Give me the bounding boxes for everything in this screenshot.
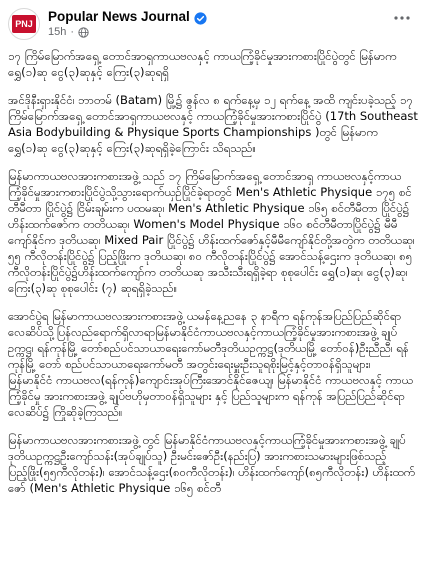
post-meta xyxy=(48,8,207,38)
post-headline: ၁၇ ကြိမ်မြောက်အရှေ့ တောင်အာရှကာယဗလနှင့် ကာယကြံ့ခိုင်မှုအားကစားပြိုင်ပွဲတွင် မြန်မာက ရွှေ(၁)ဆု ငွေ(၃)ဆုနှင့် ကြေး(၃)ဆုရရှိ xyxy=(8,49,397,79)
post-body xyxy=(8,48,418,496)
page-avatar[interactable] xyxy=(8,8,40,40)
time-row xyxy=(48,26,207,38)
post-timestamp-link[interactable]: 15h xyxy=(48,26,67,38)
post-paragraph: မြန်မာကာယဗလအားကစားအဖွဲ့ တွင် မြန်မာနိုင်ငံကာယဗလနှင့်ကာယကြံ့ခိုင်မှုအားကစားအဖွဲ့ ချုပ်ဒုတိယဥက္ကဋ္ဌဦးကျော်သန်း(အုပ်ချုပ်သူ) ဦးမင်းဇော်ဦး(နည်းပြ) အားကစားသမားများဖြစ်သည့် ပြည့်ဖြိုး(၅၅ကီလိုတန်း)၊ အောင်သန့်ဌေး(၈၀ကီလိုတန်း)၊ ဟိန်းထက်ကျော်(၈၅ကီလိုတန်း) ဟိန်းထက်ဇော် (Men's Athletic Physique ၁၆၅ စင်တီ xyxy=(8,433,415,495)
post-paragraph: မြန်မာကာယဗလအားကစားအဖွဲ့ သည် ၁၇ ကြိမ်မြောက်အရှေ့ တောင်အာရှ ကာယဗလနှင့်ကာယကြံ့ခိုင်မှုအားကစားပြိုင်ပွဲသို့သွားရောက်ယှဉ်ပြိုင်ခဲ့ရာတွင် Men's Athletic Physique ၁၇၅ စင်တီမီတာ ပြိုင်ပွဲ၌ ငြိမ်းချမ်းက ပထမဆု၊ Men's Athletic Physique ၁၆၅ စင်တီမီတာ ပြိုင်ပွဲ၌ ဟိန်းထက်ဇော်က တတိယဆု၊ Women's Model Physique ၁၆၀ စင်တီမီတာပြိုင်ပွဲ၌ မီမီကျော်နိုင်က ဒုတိယဆု၊ Mixed Pair ပြိုင်ပွဲ၌ ဟိန်းထက်ဇော်နှင့်မီမီကျော်နိုင်တို့အတွဲက တတိယဆု၊ ၅၅ ကီလိုတန်းပြိုင်ပွဲ၌ ပြည့်ဖြိုးက ဒုတိယဆု၊ ၈၀ ကီလိုတန်းပြိုင်ပွဲ၌ အောင်သန့်ဌေးက ဒုတိယဆု၊ ၈၅ ကီလိုတန်းပြိုင်ပွဲ၌ဟိန်းထက်ကျော်က တတိယဆု အသီးသီးရရှိခဲ့ရာ စုစုပေါင်း ရွှေ(၁)ဆု၊ ငွေ(၃)ဆု၊ ကြေး(၃)ဆု စုစုပေါင်း (၇) ဆုရရှိခဲ့သည်။ xyxy=(8,169,415,295)
post-paragraph: အင်ဒိုနီးရှားနိုင်ငံ၊ ဘာတမ် (Batam) မြို့၌ ဇွန်လ ၈ ရက်နေ့မှ ၁၂ ရက်နေ့ အထိ ကျင်းပခဲ့သည့် ၁၇ ကြိမ်မြောက်အရှေ့ တောင်အာရှကာယဗလနှင့် ကာယကြံ့ခိုင်မှုအားကစားပြိုင်ပွဲ (17th Southeast Asia Bodybuilding & Physique Sports Championships )တွင် မြန်မာက ရွှေ(၁)ဆု ငွေ(၃)ဆုနှင့် ကြေး(၃)ဆုရရှိခဲ့ကြောင်း သိရသည်။ xyxy=(8,93,418,155)
separator-dot: · xyxy=(70,26,75,38)
verified-badge-icon xyxy=(194,10,207,23)
name-row xyxy=(48,8,207,25)
page-logo: PNJ xyxy=(12,15,36,33)
post-header xyxy=(8,8,418,44)
globe-icon[interactable] xyxy=(78,27,89,38)
page-name-link[interactable]: Popular News Journal xyxy=(48,9,190,24)
post-paragraph: အောင်ပွဲရ မြန်မာကာယဗလအားကစားအဖွဲ့ ယမန်နေ့ညနေ ၃ နာရီက ရန်ကုန်အပြည်ပြည်ဆိုင်ရာ လေဆိပ်သို့ပြန်လည်ရောက်ရှိလာရာမြန်မာနိုင်ငံကာယဗလနှင့်ကာယကြံ့ခိုင်မှုအားကစားအဖွဲ့ ချုပ်ဥက္ကဋ္ဌ၊ ရန်ကုန်မြို့ တော်စည်ပင်သာယာရေးကော်မတီဒုတိယဥက္ကဋ္ဌ(ဒုတိယမြို့ တော်ဝန်)ဦးညီညီ၊ ရန်ကုန်မြို့ တော် စည်ပင်သာယာရေးကော်မတီ အတွင်းရေးမှူးဦးသူရစိုးမြင့်နှင့်တာဝန်ရှိသူများ၊ မြန်မာနိုင်ငံ ကာယဗလ(ရန်ကုန်)ကျောင်းအုပ်ကြီးအောင်နိုင်ဇေယျ၊ မြန်မာနိုင်ငံ ကာယဗလနှင့် ကာယကြံ့ခိုင်မှု အားကစားအဖွဲ့ ချုပ်ဗဟိုမှတာဝန်ရှိသူများ နှင့် ပြည်သူများက ရန်ကုန် အပြည်ပြည်ဆိုင်ရာလေဆိပ်၌ ကြိုဆိုခဲ့ကြသည်။ xyxy=(8,309,413,419)
more-options-icon[interactable] xyxy=(390,10,414,26)
